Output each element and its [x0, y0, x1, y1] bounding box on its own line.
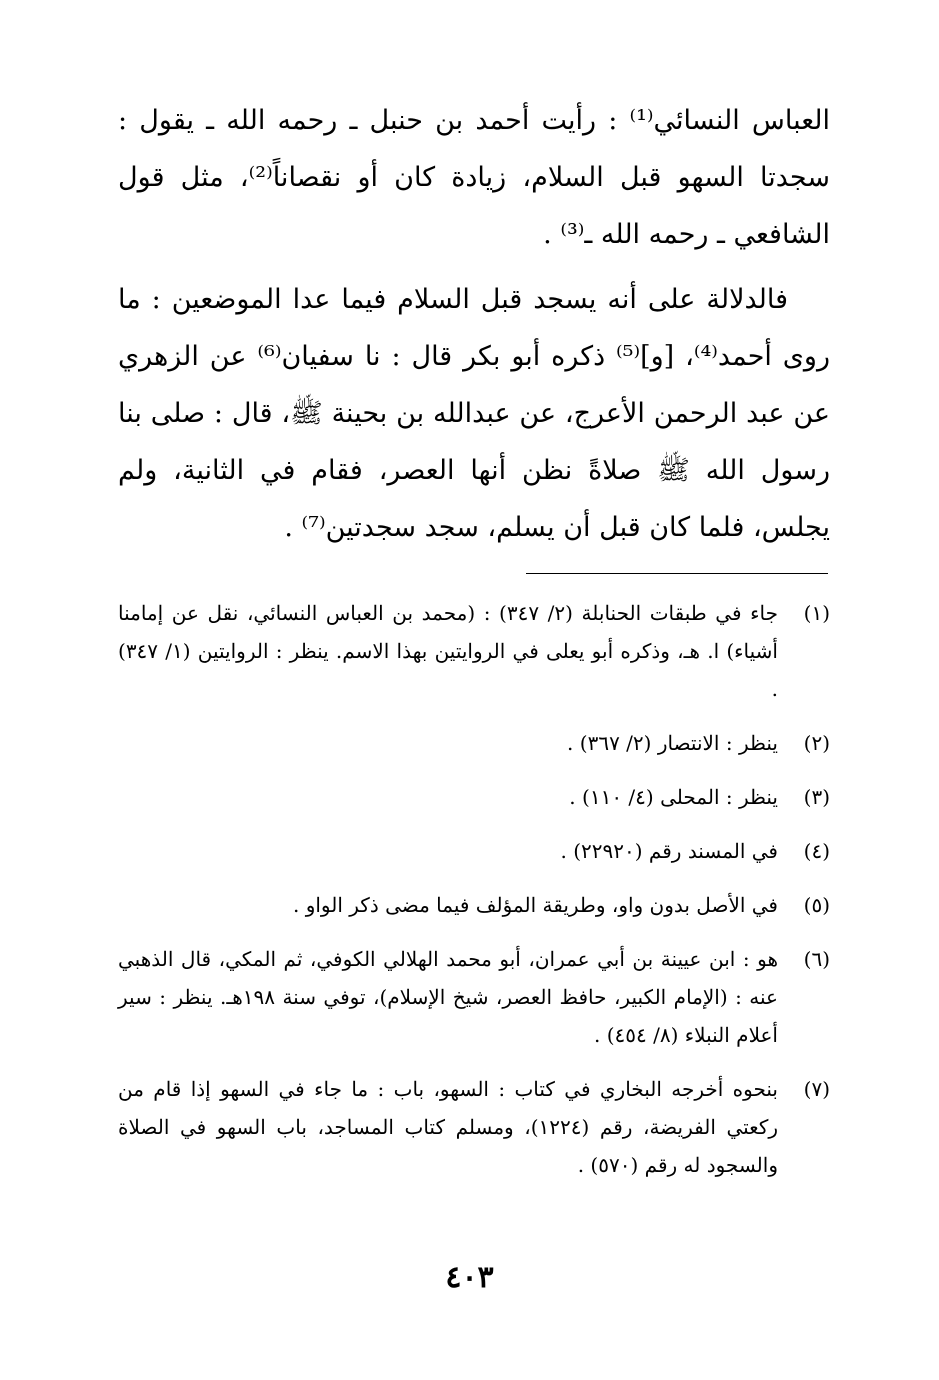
footnote-text: جاء في طبقات الحنابلة (٢/ ٣٤٧) : (محمد بن العباس النسائي، نقل عن إمامنا أشياء) ا. هـ، وذكره أبو يعلى في الروايتين بهذا الاسم. ينظر : الروايتين (١/ ٣٤٧) .: [118, 601, 778, 701]
footnote-4: [118, 832, 830, 870]
footnote-6: [118, 940, 830, 1054]
footnote-number: (٦): [803, 947, 830, 971]
footnote-text: بنحوه أخرجه البخاري في كتاب : السهو، باب : ما جاء في السهو إذا قام من ركعتي الفريضة، رقم (١٢٢٤)، ومسلم كتاب المساجد، باب السهو في الصلاة والسجود له رقم (٥٧٠) .: [118, 1077, 778, 1177]
footnote-number: (٧): [803, 1077, 830, 1101]
footnote-3: [118, 778, 830, 816]
footnote-number: (٤): [803, 839, 830, 863]
footnote-1: [118, 594, 830, 708]
footnote-7: [118, 1070, 830, 1184]
footnote-number: (١): [803, 601, 830, 625]
page-number: ٤٠٣: [445, 1260, 494, 1295]
footnote-number: (٢): [803, 731, 830, 755]
footnote-2: [118, 724, 830, 762]
body-paragraph-2: فالدلالة على أنه يسجد قبل السلام فيما عدا الموضعين : ما روى أحمد⁽⁴⁾، [و]⁽⁵⁾ ذكره أبو بكر قال : نا سفيان⁽⁶⁾ عن الزهري عن عبد الرحمن الأعرج، عن عبدالله بن بحينة ﷺ، قال : صلى بنا رسول الله ﷺ صلاةً نظن أنها العصر، فقام في الثانية، ولم يجلس، فلما كان قبل أن يسلم، سجد سجدتين⁽⁷⁾ .: [118, 284, 830, 543]
footnote-text: ينظر : المحلى (٤/ ١١٠) .: [569, 785, 778, 809]
footnote-text: في المسند رقم (٢٢٩٢٠) .: [560, 839, 778, 863]
footnote-5: [118, 886, 830, 924]
footnote-separator: [526, 573, 828, 574]
footnote-text: هو : ابن عيينة بن أبي عمران، أبو محمد الهلالي الكوفي، ثم المكي، قال الذهبي عنه : (الإمام الكبير، حافظ العصر، شيخ الإسلام)، توفي سنة ١٩٨هـ. ينظر : سير أعلام النبلاء (٨/ ٤٥٤) .: [118, 947, 778, 1047]
footnotes: [118, 594, 830, 1200]
main-text: [118, 92, 830, 556]
footnote-number: (٣): [803, 785, 830, 809]
footnote-text: في الأصل بدون واو، وطريقة المؤلف فيما مضى ذكر الواو .: [293, 893, 778, 917]
footnote-number: (٥): [803, 893, 830, 917]
footnote-text: ينظر : الانتصار (٢/ ٣٦٧) .: [567, 731, 778, 755]
body-paragraph-1: العباس النسائي⁽¹⁾ : رأيت أحمد بن حنبل ـ رحمه الله ـ يقول : سجدتا السهو قبل السلام، زيادة كان أو نقصاناً⁽²⁾، مثل قول الشافعي ـ رحمه الله ـ⁽³⁾ .: [118, 105, 830, 250]
